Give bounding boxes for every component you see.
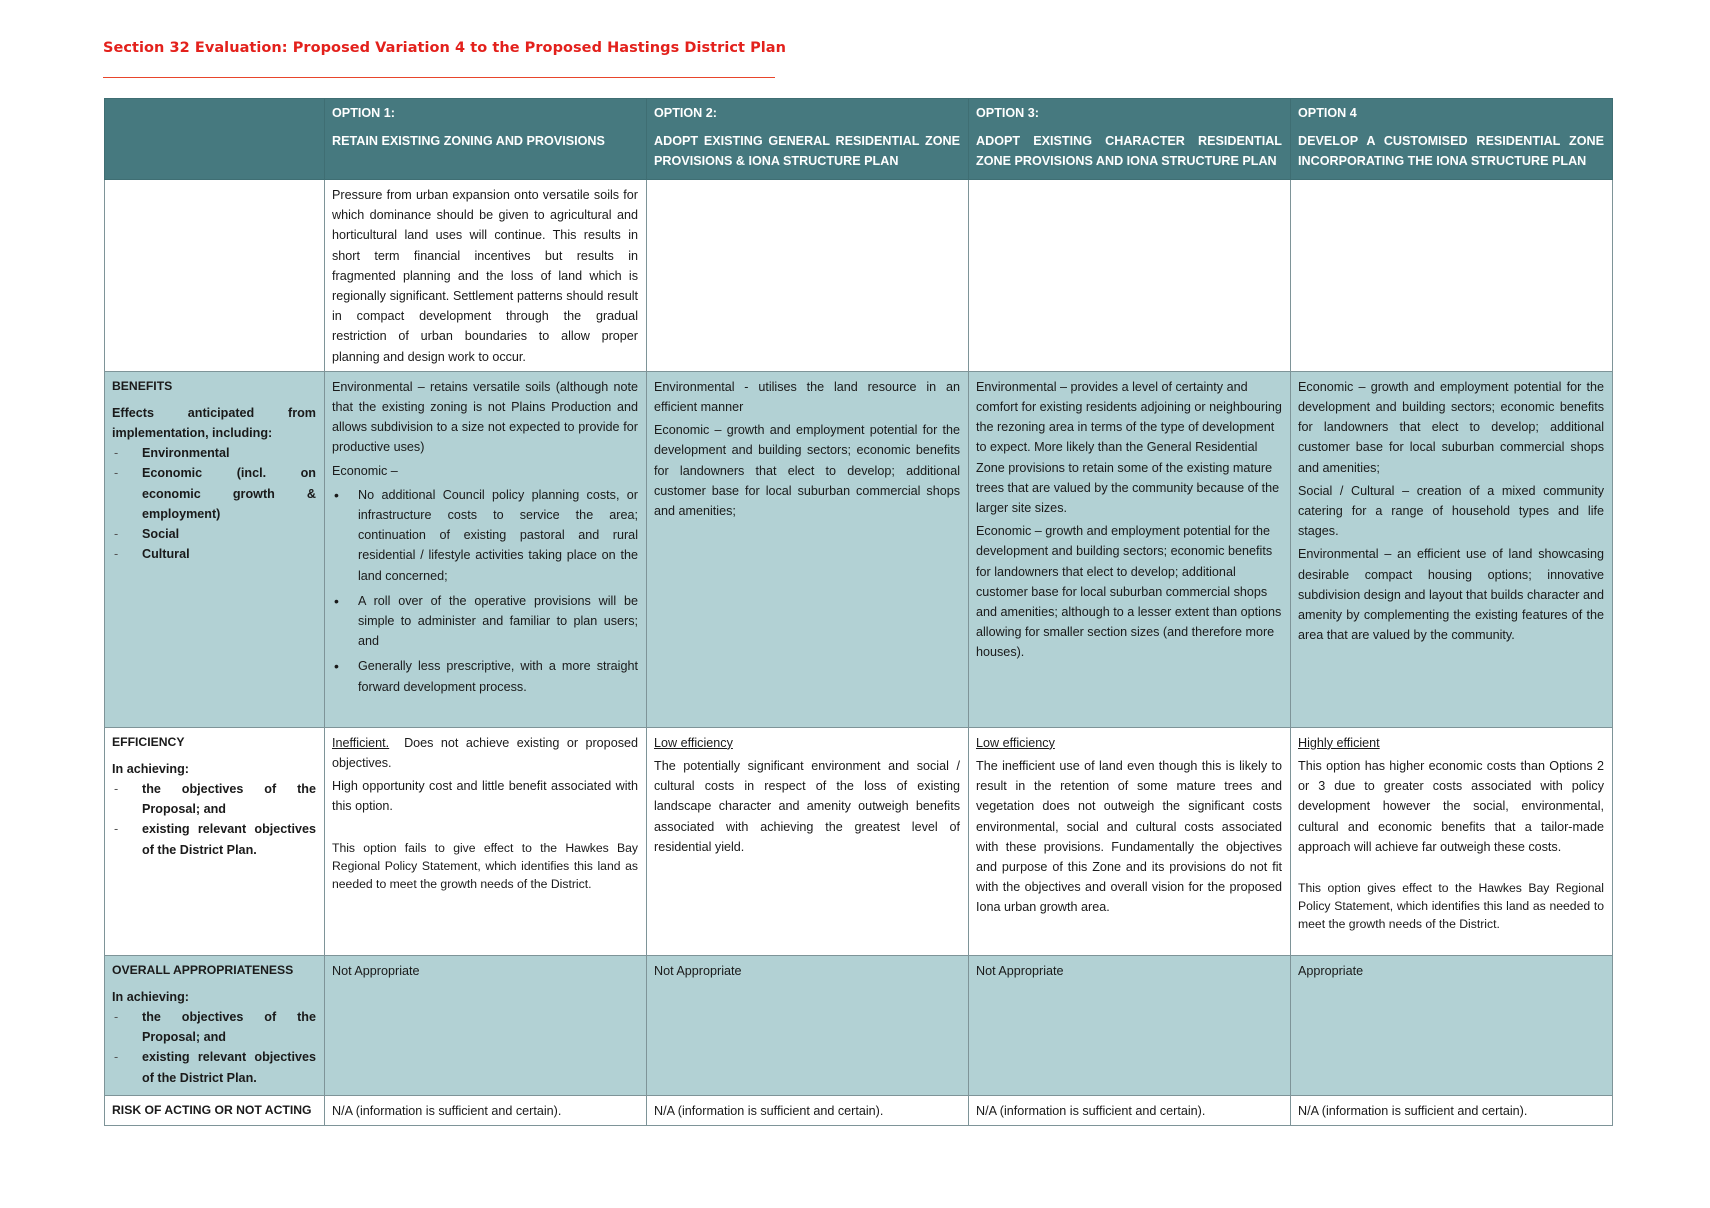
list-item: - existing relevant objectives of the District Plan. bbox=[112, 819, 316, 859]
option-number: OPTION 1: bbox=[332, 106, 395, 120]
paragraph: High opportunity cost and little benefit associated with this option. bbox=[332, 779, 638, 814]
paragraph: The inefficient use of land even though this is likely to result in the retention of some mature trees and vegetation does not outweigh the significant costs environmental, social and cultural costs associated with these provisions. Fundamentally the objectives and purpose of this Zone and its provisions do not fit with the objectives and overall vision for the proposed Iona urban growth area. bbox=[976, 759, 1282, 915]
bullet-item: • A roll over of the operative provisions will be simple to administer and familiar to plan users; and bbox=[332, 591, 638, 652]
efficiency-row bbox=[105, 727, 1613, 955]
paragraph: The potentially significant environment and social / cultural costs in respect of the loss of existing landscape character and amenity outweigh benefits associated with achieving the greatest level of residential yield. bbox=[654, 759, 960, 854]
objectives-list bbox=[112, 779, 316, 860]
evaluation-table bbox=[104, 98, 1613, 1126]
benefits-option-1 bbox=[325, 371, 647, 727]
paragraph: Economic – bbox=[332, 463, 398, 478]
row-heading: RISK OF ACTING OR NOT ACTING bbox=[112, 1102, 312, 1117]
appropriateness-option-3: Not Appropriate bbox=[969, 955, 1291, 1095]
risk-label-cell bbox=[105, 1095, 325, 1125]
benefits-option-2 bbox=[647, 371, 969, 727]
title-underline-divider bbox=[103, 77, 775, 78]
efficiency-rating: Highly efficient bbox=[1298, 735, 1380, 750]
paragraph: Environmental – provides a level of certainty and comfort for existing residents adjoining or neighbouring the rezoning area in terms of the type of development to expect. More likely than the General Residential Zone provisions to retain some of the existing mature trees that are valued by the community because of the larger site sizes. bbox=[976, 379, 1282, 516]
header-blank-cell bbox=[105, 99, 325, 180]
option-name: ADOPT EXISTING CHARACTER RESIDENTIAL ZONE PROVISIONS AND IONA STRUCTURE PLAN bbox=[976, 134, 1282, 169]
benefit-categories-list bbox=[112, 443, 316, 564]
benefits-label-cell bbox=[105, 371, 325, 727]
paragraph: Economic – growth and employment potential for the development and building sectors; economic benefits for landowners that elect to develop; additional customer base for local suburban commercial shops and amenities; bbox=[1298, 379, 1604, 475]
appropriateness-option-2: Not Appropriate bbox=[647, 955, 969, 1095]
row-heading: OVERALL APPROPRIATENESS bbox=[112, 962, 294, 977]
header-option-1 bbox=[325, 99, 647, 180]
rating-note: Does not achieve existing or proposed objectives. bbox=[332, 735, 638, 771]
option-name: ADOPT EXISTING GENERAL RESIDENTIAL ZONE PROVISIONS & IONA STRUCTURE PLAN bbox=[654, 134, 960, 169]
list-item: - existing relevant objectives of the District Plan. bbox=[112, 1047, 316, 1087]
efficiency-label-cell bbox=[105, 727, 325, 955]
list-item: - Environmental bbox=[112, 443, 316, 463]
bullet-item: • No additional Council policy planning costs, or infrastructure costs to service the area; continuation of existing pastoral and rural residential / lifestyle activities taking place on the land concerned; bbox=[332, 485, 638, 586]
benefits-option-4 bbox=[1291, 371, 1613, 727]
paragraph: Social / Cultural – creation of a mixed community catering for a range of household types and life stages. bbox=[1298, 483, 1604, 539]
table-header-row bbox=[105, 99, 1613, 180]
list-item: - Economic (incl. on economic growth & employment) bbox=[112, 463, 316, 524]
row-subheading: In achieving: bbox=[112, 989, 189, 1004]
option-name: RETAIN EXISTING ZONING AND PROVISIONS bbox=[332, 134, 605, 149]
document-title: Section 32 Evaluation: Proposed Variation 4 to the Proposed Hastings District Plan bbox=[103, 40, 787, 56]
bullet-item: • Generally less prescriptive, with a more straight forward development process. bbox=[332, 656, 638, 696]
appropriateness-row bbox=[105, 955, 1613, 1095]
continuation-option-3 bbox=[969, 180, 1291, 372]
benefits-row bbox=[105, 371, 1613, 727]
efficiency-rating: Low efficiency bbox=[654, 735, 733, 750]
paragraph: Environmental – retains versatile soils (although note that the existing zoning is not Plains Production and allows subdivision to a size not expected to provide for productive uses) bbox=[332, 379, 638, 455]
continuation-label-cell bbox=[105, 180, 325, 372]
paragraph: Economic – growth and employment potential for the development and building sectors; economic benefits for landowners that elect to develop; additional customer base for local suburban commercial shops and amenities; although to a lesser extent than options allowing for smaller section sizes (and therefore more houses). bbox=[976, 524, 1282, 660]
option-number: OPTION 3: bbox=[976, 106, 1039, 120]
header-option-4 bbox=[1291, 99, 1613, 180]
paragraph: This option has higher economic costs than Options 2 or 3 due to greater costs associated with policy development however the social, environmental, cultural and economic benefits that a tailor-made approach will achieve far outweigh these costs. bbox=[1298, 759, 1604, 854]
list-item: - Social bbox=[112, 524, 316, 544]
risk-option-2: N/A (information is sufficient and certain). bbox=[647, 1095, 969, 1125]
risk-option-3: N/A (information is sufficient and certain). bbox=[969, 1095, 1291, 1125]
paragraph: Environmental - utilises the land resource in an efficient manner bbox=[654, 379, 960, 415]
risk-row bbox=[105, 1095, 1613, 1125]
appropriateness-label-cell bbox=[105, 955, 325, 1095]
continuation-option-1: Pressure from urban expansion onto versatile soils for which dominance should be given to agricultural and horticultural land uses will continue. This results in short term financial incentives but results in fragmented planning and the loss of land which is regionally significant. Settlement patterns should result in compact development through the gradual restriction of urban boundaries to allow proper planning and design work to occur. bbox=[325, 180, 647, 372]
efficiency-rating: Inefficient. bbox=[332, 735, 390, 750]
paragraph bbox=[332, 733, 638, 773]
efficiency-option-3 bbox=[969, 727, 1291, 955]
efficiency-option-1 bbox=[325, 727, 647, 955]
list-item: - the objectives of the Proposal; and bbox=[112, 1007, 316, 1047]
continuation-option-4 bbox=[1291, 180, 1613, 372]
row-heading: BENEFITS bbox=[112, 378, 173, 393]
paragraph: Economic – growth and employment potential for the development and building sectors; economic benefits for landowners that elect to develop; additional customer base for local suburban commercial shops and amenities; bbox=[654, 423, 960, 519]
benefits-option-3 bbox=[969, 371, 1291, 727]
efficiency-option-4 bbox=[1291, 727, 1613, 955]
option-number: OPTION 4 bbox=[1298, 106, 1357, 120]
continuation-row bbox=[105, 180, 1613, 372]
list-item: - the objectives of the Proposal; and bbox=[112, 779, 316, 819]
row-heading: EFFICIENCY bbox=[112, 734, 185, 749]
paragraph: This option fails to give effect to the Hawkes Bay Regional Policy Statement, which identifies this land as needed to meet the growth needs of the District. bbox=[332, 840, 638, 891]
option-number: OPTION 2: bbox=[654, 106, 717, 120]
efficiency-option-2 bbox=[647, 727, 969, 955]
header-option-3 bbox=[969, 99, 1291, 180]
option-name: DEVELOP A CUSTOMISED RESIDENTIAL ZONE INCORPORATING THE IONA STRUCTURE PLAN bbox=[1298, 134, 1604, 169]
appropriateness-option-1: Not Appropriate bbox=[325, 955, 647, 1095]
row-subheading: In achieving: bbox=[112, 761, 189, 776]
risk-option-4: N/A (information is sufficient and certain). bbox=[1291, 1095, 1613, 1125]
objectives-list bbox=[112, 1007, 316, 1088]
bullet-list bbox=[332, 485, 638, 697]
header-option-2 bbox=[647, 99, 969, 180]
appropriateness-option-4: Appropriate bbox=[1291, 955, 1613, 1095]
paragraph: Environmental – an efficient use of land showcasing desirable compact housing options; innovative subdivision design and layout that builds character and amenity by complementing the existing features of the area that are valued by the community. bbox=[1298, 547, 1604, 643]
continuation-option-2 bbox=[647, 180, 969, 372]
risk-option-1: N/A (information is sufficient and certain). bbox=[325, 1095, 647, 1125]
list-item: - Cultural bbox=[112, 544, 316, 564]
row-subheading: Effects anticipated from implementation, including: bbox=[112, 405, 316, 441]
efficiency-rating: Low efficiency bbox=[976, 735, 1055, 750]
paragraph: This option gives effect to the Hawkes Bay Regional Policy Statement, which identifies this land as needed to meet the growth needs of the District. bbox=[1298, 881, 1604, 932]
